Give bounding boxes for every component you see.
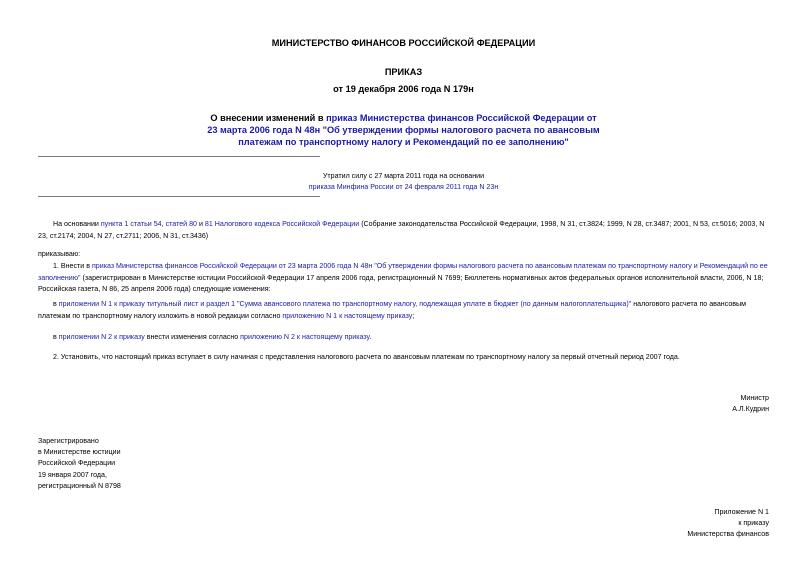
item-1-paragraph (38, 261, 770, 296)
item-2-paragraph: 2. Установить, что настоящий приказ вступает в силу начиная с представления налогового расчета по авансовым платежам по транспортному налогу за первый отчетный период 2007 года. (53, 353, 680, 361)
preamble-sep: , (161, 220, 166, 228)
sub-2-prefix: в (53, 333, 59, 341)
registration-block (38, 436, 288, 492)
status-note (0, 171, 807, 193)
link-appendix-1-order[interactable]: приложении N 1 к приказу титульный лист и раздел 1 "Сумма авансового платежа по транспортному налогу, подлежащая уплате в бюджет (по данным налогоплательщика)" (58, 300, 632, 308)
status-note-link[interactable]: приказа Минфина России от 24 февраля 2011 года N 23н (308, 183, 499, 192)
link-appendix-2-order[interactable]: приложении N 2 к приказу (58, 333, 145, 341)
sub-1-prefix: в (53, 300, 59, 308)
link-article-54[interactable]: пункта 1 статьи 54 (100, 220, 162, 228)
registration-line: Зарегистрировано (38, 437, 99, 445)
signature-block (569, 393, 769, 415)
divider-top (38, 156, 320, 157)
registration-line: Российской Федерации (38, 459, 116, 468)
signature-role: Министр (740, 394, 769, 402)
doc-title (205, 112, 602, 148)
link-order-48n[interactable]: приказ Министерства финансов Российской Федерации от 23 марта 2006 года N 48н "Об утверждении формы налогового расчета по авансовым платежам по транспортному налогу и Рекомендаций по ее заполнению" (38, 262, 768, 282)
doc-title-prefix: О внесении изменений в (210, 113, 327, 123)
status-note-text: Утратил силу с 27 марта 2011 года на основании (322, 172, 485, 180)
item-1-prefix: 1. Внести в (53, 262, 92, 270)
doc-type-heading: ПРИКАЗ (384, 67, 423, 77)
registration-line: 19 января 2007 года, (38, 470, 107, 479)
divider-bottom (38, 196, 320, 197)
preamble-paragraph (38, 219, 770, 242)
ministry-heading: МИНИСТЕРСТВО ФИНАНСОВ РОССИЙСКОЙ ФЕДЕРАЦИИ (271, 38, 536, 48)
appendix-block (569, 507, 769, 541)
link-appendix-1-this[interactable]: приложению N 1 к настоящему приказу (282, 311, 413, 320)
sub-item-1-paragraph (38, 299, 770, 322)
sub-item-2-paragraph (38, 332, 770, 344)
sub-1-mid: налогового расчета по авансовым платежам по транспортному налогу изложить в новой редакции согласно (38, 300, 747, 320)
link-appendix-2-this[interactable]: приложению N 2 к настоящему приказу (240, 333, 370, 341)
doc-title-link[interactable]: приказ Министерства финансов Российской Федерации от 23 марта 2006 года N 48н "Об утверждении формы налогового расчета по авансовым платежам по транспортному налогу и Рекомендаций по ее заполнению" (207, 113, 600, 147)
sub-2-mid: внести изменения согласно (144, 333, 241, 341)
registration-line: регистрационный N 8798 (38, 481, 121, 490)
appendix-line: Приложение N 1 (714, 508, 769, 516)
preamble-text: На основании (53, 220, 101, 228)
link-article-81[interactable]: 81 Налогового кодекса Российской Федерации (204, 220, 360, 228)
signature-name: А.Л.Кудрин (732, 405, 769, 414)
preamble-rest: (Собрание законодательства Российской Федерации, 1998, N 31, ст.3824; 1999, N 28, ст.3487; 2001, N 53, ст.5016; 2003, N 23, ст.2174; 2004, N 27, ст.2711; 2006, N 31, ст.3436) (38, 220, 765, 240)
link-article-80[interactable]: статей 80 (165, 220, 198, 228)
appendix-line: Министерства финансов (687, 530, 769, 539)
appendix-line: к приказу (738, 519, 769, 528)
sub-2-end: . (369, 333, 372, 341)
preamble-sep: и (197, 220, 205, 228)
registration-line: в Министерстве юстиции (38, 448, 121, 457)
item-1-rest: (зарегистрирован в Министерстве юстиции Российской Федерации 17 апреля 2006 года, регистрационный N 7699; Бюллетень нормативных актов федеральных органов исполнительной власти, 2006, N 18; Российская газета, N 86, 25 апреля 2006 года) следующие изменения: (38, 273, 764, 294)
orders-line: приказываю: (38, 250, 81, 258)
doc-date-number: от 19 декабря 2006 года N 179н (333, 84, 474, 94)
sub-1-end: ; (412, 311, 415, 320)
